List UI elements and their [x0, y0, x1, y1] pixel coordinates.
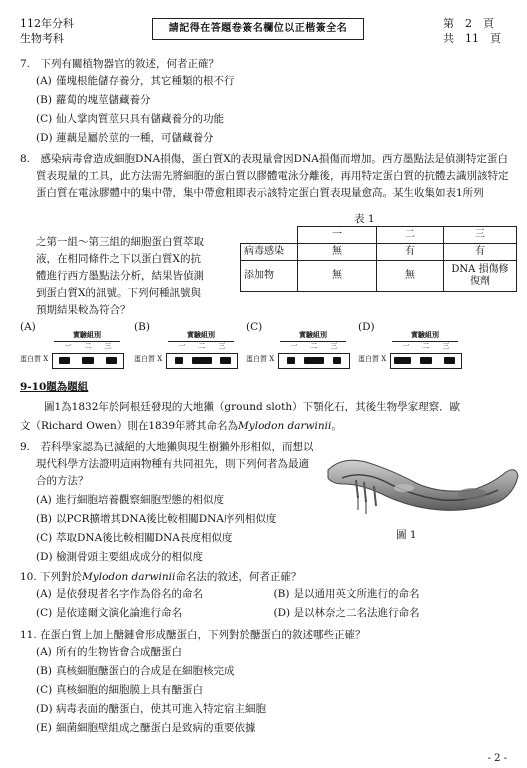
table-1-cell: 有 — [377, 244, 444, 261]
gel-lane-label: 一 — [290, 342, 298, 350]
option-text: 僅塊根能儲存養分，其它種類的根不行 — [56, 74, 235, 87]
gel-option-key[interactable]: (A) — [20, 321, 36, 333]
gel-band — [333, 357, 341, 364]
gel-lane-label: 一 — [402, 342, 410, 350]
gel-row-label: 蛋白質 X — [134, 355, 163, 363]
option-item[interactable] — [20, 529, 320, 548]
option-key: (B) — [36, 513, 52, 525]
question-10 — [20, 570, 511, 623]
option-item[interactable]: (A) 是依發現者名字作為俗名的命名 — [36, 587, 203, 600]
gel-band — [420, 357, 432, 364]
gel-title: 實驗組別 — [299, 330, 327, 339]
gel-option-key[interactable]: (C) — [246, 321, 263, 333]
page-label: 第 2 頁 — [443, 17, 494, 30]
option-item[interactable] — [20, 719, 511, 738]
option-item[interactable] — [20, 510, 320, 529]
gel-lane-label: 三 — [442, 342, 450, 350]
question-9-stem: 9. 若科學家認為已滅絕的大地獺與現生樹獺外形相似，而想以現代科學方法證明這兩物種有共同祖先，則下列何者為最適合的方法？ — [20, 441, 314, 487]
question-8 — [20, 151, 511, 202]
option-text: 以PCR擴增其DNA後比較相關DNA序列相似度 — [56, 513, 277, 525]
table-1-title: 表 1 — [354, 213, 375, 225]
gel-lane-label: 一 — [64, 342, 72, 350]
option-item[interactable]: (D) 是以林奈之二名法進行命名 — [273, 606, 420, 619]
figure-1-caption: 圖 1 — [396, 529, 417, 541]
group-intro — [20, 398, 511, 436]
option-item[interactable] — [20, 662, 511, 681]
gel-band — [220, 357, 232, 364]
gel-band — [106, 357, 118, 364]
gel-lane-labels — [396, 342, 456, 352]
option-text: 仙人掌肉質莖只具有儲藏養分的功能 — [56, 112, 224, 125]
table-1-header-2: 二 — [377, 227, 444, 244]
group-intro-line2 — [20, 417, 511, 436]
gel-lane-label: 二 — [198, 342, 206, 350]
option-text: 蓮藕是屬於莖的一種，可儲藏養分 — [56, 131, 214, 144]
exam-year: 112年分科 — [20, 17, 74, 30]
question-10-stem-post: 命名法的敘述，何者正確？ — [175, 571, 302, 583]
gel-title: 實驗組別 — [411, 330, 439, 339]
table-1-row-label: 添加物 — [241, 261, 298, 292]
gel-lane-label: 二 — [422, 342, 430, 350]
option-key: (A) — [36, 645, 52, 658]
option-item[interactable] — [20, 548, 320, 567]
gel-title: 實驗組別 — [73, 330, 101, 339]
option-key: (B) — [36, 664, 52, 677]
option-item[interactable]: (C) 是依達爾文演化論進行命名 — [36, 606, 182, 619]
group-heading: 9-10題為題組 — [20, 381, 89, 393]
gel-band — [59, 357, 71, 364]
group-intro-text: 文（Richard Owen）則在1839年將其命名為 — [20, 420, 239, 432]
gel-title: 實驗組別 — [187, 330, 215, 339]
gel-lane-labels — [284, 342, 344, 352]
gel-band — [394, 357, 411, 364]
option-item[interactable] — [20, 643, 511, 662]
option-text: 病毒表面的醣蛋白，使其可進入特定宿主細胞 — [56, 702, 266, 715]
option-key: (A) — [36, 494, 52, 506]
option-key: (D) — [36, 551, 53, 563]
table-1-corner — [241, 227, 298, 244]
option-text: 真核細胞醣蛋白的合成是在細胞核完成 — [56, 664, 235, 677]
option-text: 蘿蔔的塊莖儲藏養分 — [56, 93, 151, 106]
gel-lane-label: 三 — [330, 342, 338, 350]
question-10-options-row2 — [20, 604, 511, 623]
option-text: 細菌細胞壁組成之醣蛋白是致病的重要依據 — [56, 721, 256, 734]
gel-lane-label: 三 — [218, 342, 226, 350]
gel-lane-label: 一 — [178, 342, 186, 350]
group-intro-end: 。 — [331, 420, 342, 432]
table-1 — [240, 226, 517, 292]
gel-lane-labels — [172, 342, 232, 352]
gel-membrane — [278, 353, 350, 369]
option-item[interactable] — [20, 129, 511, 148]
question-10-stem — [20, 570, 511, 585]
option-text: 所有的生物皆會合成醣蛋白 — [56, 645, 182, 658]
question-11-options — [20, 643, 511, 738]
option-item[interactable] — [20, 110, 511, 129]
fossil-jaw-figure — [322, 450, 520, 524]
option-text: 萃取DNA後比較相關DNA長度相似度 — [56, 532, 233, 544]
table-1-cell: DNA 損傷修復劑 — [444, 261, 517, 292]
gel-lane-label: 三 — [104, 342, 112, 350]
option-key: (D) — [36, 702, 53, 715]
gel-band — [444, 357, 456, 364]
gel-row-label: 蛋白質 X — [246, 355, 275, 363]
option-key: (A) — [36, 74, 52, 87]
gel-lane-labels — [58, 342, 118, 352]
gel-band — [304, 357, 323, 364]
signature-notice: 請記得在答題卷簽名欄位以正楷簽全名 — [152, 18, 364, 40]
option-text: 真核細胞的細胞膜上具有醣蛋白 — [56, 683, 203, 696]
question-8-stem: 8. 感染病毒會造成細胞DNA損傷，蛋白質X的表現量會因DNA損傷而增加。西方墨點法是偵測特定蛋白質表現量的工具，此方法需先將細胞的蛋白質以膠體電泳分離後，再用特定蛋白質的抗體去識別該特定蛋白質在電泳膠體中的集中帶，集中帶愈粗即表示該特定蛋白質表現量愈高。某生收集如表1所列 — [20, 153, 509, 199]
gel-membrane — [52, 353, 124, 369]
gel-blot — [358, 330, 462, 370]
table-1-row-label: 病毒感染 — [241, 244, 298, 261]
total-pages-label: 共 11 頁 — [443, 32, 501, 45]
gel-blot — [246, 330, 350, 370]
exam-subject: 生物考科 — [20, 32, 64, 45]
question-11 — [20, 628, 511, 738]
option-item[interactable] — [20, 491, 320, 510]
question-10-options-row1 — [20, 585, 511, 604]
group-intro-line1: 圖1為1832年於阿根廷發現的大地獺（ground sloth）下顎化石，其後生物學家理察．歐 — [44, 401, 461, 413]
gel-row-label: 蛋白質 X — [358, 355, 387, 363]
table-1-cell: 有 — [444, 244, 517, 261]
gel-band — [82, 357, 94, 364]
option-key: (B) — [36, 93, 52, 106]
option-item[interactable] — [20, 72, 511, 91]
question-7 — [20, 57, 511, 148]
option-item[interactable] — [20, 91, 511, 110]
option-text: 進行細胞培養觀察細胞型態的相似度 — [56, 494, 224, 506]
option-key: (C) — [36, 683, 53, 696]
gel-band — [175, 357, 183, 364]
question-10-stem-pre: 10. 下列對於 — [20, 571, 83, 583]
gel-option-key[interactable]: (B) — [134, 321, 150, 333]
gel-blot — [134, 330, 238, 370]
species-name: Mylodon darwinii — [238, 420, 332, 432]
option-item[interactable] — [20, 700, 511, 719]
gel-option-key[interactable]: (D) — [358, 321, 375, 333]
option-text: 檢測骨頭主要組成成分的相似度 — [56, 551, 203, 563]
option-key: (C) — [36, 532, 53, 544]
question-7-stem: 7. 下列有關植物器官的敘述，何者正確？ — [20, 58, 220, 70]
gel-lane-label: 二 — [84, 342, 92, 350]
option-key: (C) — [36, 112, 53, 125]
gel-membrane — [390, 353, 462, 369]
question-9-options — [20, 491, 320, 567]
table-1-cell: 無 — [298, 244, 377, 261]
gel-blot — [20, 330, 124, 370]
option-item[interactable]: (B) 是以通用英文所進行的命名 — [273, 587, 420, 600]
gel-band — [192, 357, 211, 364]
gel-row-label: 蛋白質 X — [20, 355, 49, 363]
gel-lane-label: 二 — [310, 342, 318, 350]
option-key: (D) — [36, 131, 53, 144]
table-1-cell: 無 — [298, 261, 377, 292]
table-1-cell: 無 — [377, 261, 444, 292]
option-key: (E) — [36, 721, 52, 734]
option-item[interactable] — [20, 681, 511, 700]
question-9 — [20, 439, 315, 490]
question-10-species: Mylodon darwinii — [82, 571, 176, 583]
table-1-header-3: 三 — [444, 227, 517, 244]
gel-band — [287, 357, 295, 364]
question-8-stem-cont: 之第一組～第三組的細胞蛋白質萃取液，在相同條件之下以蛋白質X的抗體進行西方墨點法分析，結果皆偵測到蛋白質X的訊號。下列何種訊號與預期結果較為符合？ — [36, 236, 204, 316]
question-11-stem: 11. 在蛋白質上加上醣鏈會形成醣蛋白，下列對於醣蛋白的敘述哪些正確？ — [20, 629, 366, 641]
page-number: - 2 - — [487, 753, 507, 764]
table-1-header-1: 一 — [298, 227, 377, 244]
gel-membrane — [166, 353, 238, 369]
question-7-options — [20, 72, 511, 148]
